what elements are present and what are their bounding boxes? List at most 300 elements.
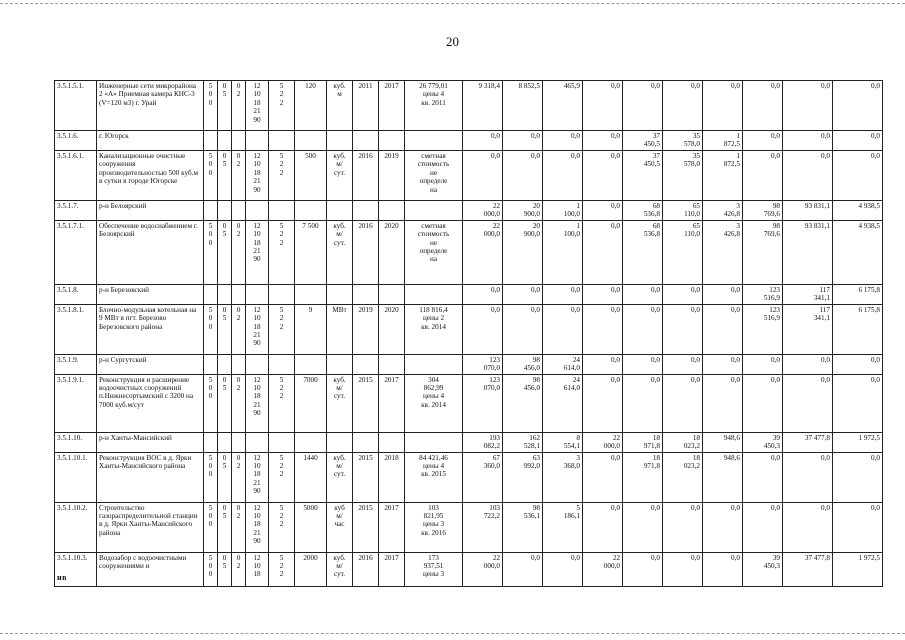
row-code: 3.5.1.6.: [55, 131, 97, 151]
row-digit-3: 0 2: [232, 452, 246, 502]
row-name: Водозабор с водоочистными сооружениями и: [97, 552, 204, 586]
row-value-10: 4 938,5: [833, 220, 883, 284]
row-name: р-н Сургутский: [97, 354, 204, 374]
row-value-7: 1 872,5: [703, 131, 743, 151]
row-digit-5: 5 2 2: [269, 150, 295, 200]
row-value-5: 68 536,8: [623, 220, 663, 284]
row-value-1: 193 082,2: [463, 432, 503, 452]
row-unit: [327, 131, 353, 151]
row-digit-4: [246, 354, 269, 374]
row-value-3: 8 554,1: [543, 432, 583, 452]
row-digit-4: 12 10 18 21 90: [246, 502, 269, 552]
row-value-1: 123 070,0: [463, 354, 503, 374]
row-value-8: 0,0: [743, 81, 783, 131]
row-value-4: 0,0: [583, 502, 623, 552]
row-value-4: 0,0: [583, 354, 623, 374]
row-value-7: 0,0: [703, 502, 743, 552]
row-year-end: [379, 200, 405, 220]
row-name: Реконструкция ВОС в д. Ярки Ханты-Мансийского района: [97, 452, 204, 502]
row-value-10: 1 972,5: [833, 552, 883, 586]
row-name: Строительство газораспределительной станции в д. Ярки Ханты-Мансийского района: [97, 502, 204, 552]
row-value-2: 0,0: [503, 131, 543, 151]
row-value-8: 123 516,9: [743, 304, 783, 354]
row-digit-1: [204, 200, 218, 220]
row-year-start: 2015: [353, 374, 379, 432]
row-value-7: 0,0: [703, 81, 743, 131]
row-value-7: 948,6: [703, 452, 743, 502]
row-code: 3.5.1.8.1.: [55, 304, 97, 354]
row-digit-5: 5 2 2: [269, 374, 295, 432]
row-value-6: 0,0: [663, 552, 703, 586]
row-value-3: 1 100,0: [543, 200, 583, 220]
row-cost: 173 937,51 цены 3: [405, 552, 463, 586]
row-value-4: 0,0: [583, 131, 623, 151]
row-cost: [405, 354, 463, 374]
row-value-10: 0,0: [833, 374, 883, 432]
row-name: Блочно-модульная котельная на 9 МВт в пгт. Березово Березовского района: [97, 304, 204, 354]
row-value-3: 465,9: [543, 81, 583, 131]
row-digit-5: 5 2 2: [269, 452, 295, 502]
row-digit-3: [232, 200, 246, 220]
row-value-8: 0,0: [743, 502, 783, 552]
row-capacity: 5000: [295, 502, 327, 552]
row-value-5: 0,0: [623, 354, 663, 374]
footer-mark: нв: [57, 573, 67, 582]
row-value-6: 0,0: [663, 304, 703, 354]
row-digit-5: [269, 354, 295, 374]
row-cost: [405, 432, 463, 452]
row-value-7: 0,0: [703, 374, 743, 432]
row-cost: 304 862,99 цены 4 кв. 2014: [405, 374, 463, 432]
table-row: [55, 432, 883, 452]
row-value-10: 0,0: [833, 131, 883, 151]
row-value-1: 123 070,0: [463, 374, 503, 432]
row-code: 3.5.1.10.1.: [55, 452, 97, 502]
row-code: 3.5.1.10.3.: [55, 552, 97, 586]
row-digit-1: [204, 432, 218, 452]
row-value-2: 0,0: [503, 552, 543, 586]
row-digit-2: [218, 432, 232, 452]
row-digit-4: [246, 284, 269, 304]
row-value-10: 6 175,8: [833, 284, 883, 304]
row-value-4: 0,0: [583, 374, 623, 432]
row-value-2: 20 900,0: [503, 220, 543, 284]
row-unit: куб. м/ сут.: [327, 150, 353, 200]
row-unit: куб. м: [327, 81, 353, 131]
row-capacity: [295, 284, 327, 304]
row-value-3: 24 614,0: [543, 354, 583, 374]
row-year-start: 2016: [353, 220, 379, 284]
row-digit-2: 0 5: [218, 452, 232, 502]
row-value-1: 0,0: [463, 304, 503, 354]
row-year-end: 2017: [379, 374, 405, 432]
row-value-6: 0,0: [663, 354, 703, 374]
row-unit: куб. м/ сут.: [327, 220, 353, 284]
row-value-9: 0,0: [783, 452, 833, 502]
row-value-2: 20 900,0: [503, 200, 543, 220]
row-digit-3: 0 2: [232, 374, 246, 432]
row-digit-2: 0 5: [218, 81, 232, 131]
row-cost: 84 421,46 цены 4 кв. 2015: [405, 452, 463, 502]
row-digit-5: [269, 200, 295, 220]
row-unit: [327, 432, 353, 452]
row-value-7: 3 426,8: [703, 220, 743, 284]
row-name: р-н Ханты-Мансийский: [97, 432, 204, 452]
row-name: р-н Белоярский: [97, 200, 204, 220]
row-digit-4: 12 10 18 21 90: [246, 150, 269, 200]
row-value-3: 0,0: [543, 304, 583, 354]
row-capacity: 7000: [295, 374, 327, 432]
row-value-9: 117 341,1: [783, 284, 833, 304]
row-value-5: 37 450,5: [623, 150, 663, 200]
row-value-7: 948,6: [703, 432, 743, 452]
row-cost: 118 816,4 цены 2 кв. 2014: [405, 304, 463, 354]
table-row: [55, 131, 883, 151]
row-value-5: 0,0: [623, 304, 663, 354]
row-digit-1: [204, 131, 218, 151]
row-digit-3: [232, 354, 246, 374]
row-value-3: 3 368,0: [543, 452, 583, 502]
scan-edge-bottom: [0, 633, 905, 634]
row-value-9: 93 831,1: [783, 200, 833, 220]
row-value-8: 0,0: [743, 131, 783, 151]
row-year-end: [379, 432, 405, 452]
row-unit: МВт: [327, 304, 353, 354]
row-digit-2: 0 5: [218, 220, 232, 284]
row-value-1: 0,0: [463, 150, 503, 200]
row-value-9: 0,0: [783, 150, 833, 200]
row-unit: [327, 200, 353, 220]
row-value-9: 0,0: [783, 81, 833, 131]
row-capacity: [295, 354, 327, 374]
row-value-4: 22 000,0: [583, 552, 623, 586]
row-value-7: 0,0: [703, 552, 743, 586]
row-value-1: 22 000,0: [463, 200, 503, 220]
row-year-start: 2015: [353, 452, 379, 502]
row-value-4: 0,0: [583, 284, 623, 304]
row-capacity: 9: [295, 304, 327, 354]
row-value-5: 18 971,8: [623, 432, 663, 452]
row-digit-2: 0 5: [218, 552, 232, 586]
row-digit-4: 12 10 18 21 90: [246, 452, 269, 502]
row-digit-1: 5 0 0: [204, 452, 218, 502]
row-value-10: 4 938,5: [833, 200, 883, 220]
row-value-9: 0,0: [783, 354, 833, 374]
row-digit-5: [269, 131, 295, 151]
row-digit-3: 0 2: [232, 81, 246, 131]
row-digit-2: [218, 284, 232, 304]
row-value-8: 0,0: [743, 354, 783, 374]
row-digit-2: [218, 354, 232, 374]
row-value-5: 0,0: [623, 284, 663, 304]
row-digit-1: [204, 284, 218, 304]
row-year-start: 2016: [353, 552, 379, 586]
table-row: [55, 452, 883, 502]
row-value-2: 0,0: [503, 304, 543, 354]
row-digit-2: [218, 200, 232, 220]
row-value-6: 0,0: [663, 81, 703, 131]
row-year-start: 2016: [353, 150, 379, 200]
row-value-4: 0,0: [583, 81, 623, 131]
row-value-7: 3 426,8: [703, 200, 743, 220]
row-value-1: 0,0: [463, 131, 503, 151]
row-digit-1: [204, 354, 218, 374]
row-value-7: 0,0: [703, 284, 743, 304]
row-digit-2: 0 5: [218, 502, 232, 552]
row-value-5: 18 971,8: [623, 452, 663, 502]
row-value-3: 0,0: [543, 552, 583, 586]
row-value-9: 93 831,1: [783, 220, 833, 284]
row-digit-3: [232, 432, 246, 452]
table-row: [55, 200, 883, 220]
row-capacity: [295, 131, 327, 151]
investment-table: [54, 80, 883, 587]
row-value-6: 65 110,0: [663, 220, 703, 284]
row-value-2: 0,0: [503, 284, 543, 304]
row-value-10: 0,0: [833, 81, 883, 131]
row-digit-2: [218, 131, 232, 151]
page-number: 20: [446, 34, 459, 49]
row-digit-4: 12 10 18 21 90: [246, 220, 269, 284]
row-value-5: 68 536,8: [623, 200, 663, 220]
row-capacity: 7 500: [295, 220, 327, 284]
row-value-5: 37 450,5: [623, 131, 663, 151]
row-year-end: [379, 131, 405, 151]
row-value-5: 0,0: [623, 502, 663, 552]
row-value-10: 0,0: [833, 502, 883, 552]
row-code: 3.5.1.8.: [55, 284, 97, 304]
row-value-3: 0,0: [543, 284, 583, 304]
row-year-start: [353, 354, 379, 374]
row-digit-5: 5 2 2: [269, 220, 295, 284]
row-value-8: 0,0: [743, 150, 783, 200]
row-value-2: 98 456,0: [503, 374, 543, 432]
row-digit-3: 0 2: [232, 304, 246, 354]
row-name: Инженерные сети микрорайона 2 «А» Приемная камера КНС-3 (V=120 м3) г. Урай: [97, 81, 204, 131]
row-cost: 103 821,95 цены 3 кв. 2016: [405, 502, 463, 552]
row-value-5: 0,0: [623, 374, 663, 432]
row-cost: сметная стоимость не определе на: [405, 150, 463, 200]
row-code: 3.5.1.7.1.: [55, 220, 97, 284]
row-year-end: [379, 354, 405, 374]
row-digit-1: 5 0 0: [204, 150, 218, 200]
row-value-8: 98 769,6: [743, 220, 783, 284]
scan-edge-top: [0, 3, 905, 4]
row-digit-2: 0 5: [218, 304, 232, 354]
row-value-8: 98 769,6: [743, 200, 783, 220]
row-name: р-н Березовский: [97, 284, 204, 304]
row-value-9: 0,0: [783, 131, 833, 151]
table-row: [55, 374, 883, 432]
row-value-2: 8 852,5: [503, 81, 543, 131]
row-value-2: 98 536,1: [503, 502, 543, 552]
row-code: 3.5.1.5.1.: [55, 81, 97, 131]
row-value-10: 0,0: [833, 354, 883, 374]
row-digit-4: [246, 432, 269, 452]
row-digit-2: 0 5: [218, 150, 232, 200]
row-value-6: 35 578,0: [663, 131, 703, 151]
row-value-5: 0,0: [623, 81, 663, 131]
row-digit-5: [269, 432, 295, 452]
row-value-3: 1 100,0: [543, 220, 583, 284]
table-row: [55, 81, 883, 131]
row-value-6: 65 110,0: [663, 200, 703, 220]
row-digit-3: [232, 131, 246, 151]
row-value-4: 0,0: [583, 150, 623, 200]
row-value-10: 6 175,8: [833, 304, 883, 354]
row-value-1: 67 360,0: [463, 452, 503, 502]
row-value-4: 0,0: [583, 304, 623, 354]
row-value-3: 0,0: [543, 150, 583, 200]
row-value-10: 1 972,5: [833, 432, 883, 452]
row-code: 3.5.1.9.: [55, 354, 97, 374]
row-value-8: 0,0: [743, 374, 783, 432]
row-digit-4: [246, 200, 269, 220]
row-value-7: 0,0: [703, 304, 743, 354]
row-digit-1: 5 0 0: [204, 81, 218, 131]
row-value-4: 0,0: [583, 200, 623, 220]
row-year-start: [353, 432, 379, 452]
row-capacity: 2000: [295, 552, 327, 586]
row-digit-5: 5 2 2: [269, 304, 295, 354]
table-row: [55, 220, 883, 284]
row-year-end: 2017: [379, 81, 405, 131]
row-cost: 26 779,01 цены 4 кв. 2011: [405, 81, 463, 131]
row-capacity: 120: [295, 81, 327, 131]
row-value-1: 22 000,0: [463, 552, 503, 586]
row-cost: [405, 284, 463, 304]
row-value-6: 18 023,2: [663, 432, 703, 452]
row-unit: куб. м/ сут.: [327, 552, 353, 586]
row-value-1: 0,0: [463, 284, 503, 304]
row-digit-3: 0 2: [232, 150, 246, 200]
row-value-8: 123 516,9: [743, 284, 783, 304]
row-digit-1: 5 0 0: [204, 502, 218, 552]
row-cost: сметная стоимость не определе на: [405, 220, 463, 284]
table-row: [55, 150, 883, 200]
row-code: 3.5.1.10.2.: [55, 502, 97, 552]
row-value-1: 22 000,0: [463, 220, 503, 284]
table-row: [55, 354, 883, 374]
table-row: [55, 284, 883, 304]
row-value-8: 39 450,3: [743, 552, 783, 586]
row-digit-4: 12 10 18 21 90: [246, 81, 269, 131]
row-value-9: 0,0: [783, 502, 833, 552]
row-digit-4: 12 10 18 21 90: [246, 374, 269, 432]
row-value-3: 5 186,1: [543, 502, 583, 552]
row-digit-1: 5 0 0: [204, 220, 218, 284]
row-digit-1: 5 0 0: [204, 304, 218, 354]
row-value-1: 103 722,2: [463, 502, 503, 552]
row-capacity: [295, 432, 327, 452]
row-value-7: 0,0: [703, 354, 743, 374]
row-value-6: 35 578,0: [663, 150, 703, 200]
row-value-2: 63 992,0: [503, 452, 543, 502]
row-value-9: 117 341,1: [783, 304, 833, 354]
row-value-2: 0,0: [503, 150, 543, 200]
row-digit-3: 0 2: [232, 502, 246, 552]
table-body: [55, 81, 883, 587]
row-value-5: 0,0: [623, 552, 663, 586]
row-capacity: 1440: [295, 452, 327, 502]
row-year-end: 2020: [379, 220, 405, 284]
row-unit: [327, 284, 353, 304]
row-value-2: 162 528,1: [503, 432, 543, 452]
row-unit: куб м/ час: [327, 502, 353, 552]
row-value-3: 0,0: [543, 131, 583, 151]
row-capacity: 500: [295, 150, 327, 200]
row-name: г. Югорск: [97, 131, 204, 151]
row-value-1: 9 318,4: [463, 81, 503, 131]
row-digit-5: 5 2 2: [269, 81, 295, 131]
row-code: 3.5.1.9.1.: [55, 374, 97, 432]
row-code: 3.5.1.10.: [55, 432, 97, 452]
row-value-4: 0,0: [583, 452, 623, 502]
row-value-6: 18 023,2: [663, 452, 703, 502]
row-unit: куб. м/ сут.: [327, 374, 353, 432]
row-digit-5: [269, 284, 295, 304]
row-year-start: [353, 131, 379, 151]
row-name: Канализационные очистные сооружения производительностью 500 куб.м в сутки в городе Югорске: [97, 150, 204, 200]
row-year-start: [353, 200, 379, 220]
row-value-7: 1 872,5: [703, 150, 743, 200]
row-value-8: 0,0: [743, 452, 783, 502]
row-digit-1: 5 0 0: [204, 374, 218, 432]
row-name: Реконструкция и расширение водоочистных сооружений п.Нижнесортымский с 3200 на 7000 куб.м/сут: [97, 374, 204, 432]
row-year-start: 2019: [353, 304, 379, 354]
table-row: [55, 552, 883, 586]
row-year-start: [353, 284, 379, 304]
row-value-10: 0,0: [833, 150, 883, 200]
row-year-end: 2017: [379, 502, 405, 552]
row-digit-5: 5 2 2: [269, 502, 295, 552]
row-digit-3: 0 2: [232, 552, 246, 586]
row-value-9: 37 477,8: [783, 552, 833, 586]
row-year-end: 2018: [379, 452, 405, 502]
row-year-start: 2011: [353, 81, 379, 131]
row-digit-5: 5 2 2: [269, 552, 295, 586]
table-row: [55, 502, 883, 552]
row-digit-1: 5 0 0: [204, 552, 218, 586]
row-digit-4: 12 10 18: [246, 552, 269, 586]
row-year-end: [379, 284, 405, 304]
row-value-6: 0,0: [663, 502, 703, 552]
row-cost: [405, 200, 463, 220]
row-capacity: [295, 200, 327, 220]
row-digit-4: [246, 131, 269, 151]
row-value-4: 0,0: [583, 220, 623, 284]
row-code: 3.5.1.7.: [55, 200, 97, 220]
row-value-4: 22 000,0: [583, 432, 623, 452]
row-year-end: 2019: [379, 150, 405, 200]
row-year-start: 2015: [353, 502, 379, 552]
row-value-9: 0,0: [783, 374, 833, 432]
row-value-3: 24 614,0: [543, 374, 583, 432]
row-value-10: 0,0: [833, 452, 883, 502]
row-digit-2: 0 5: [218, 374, 232, 432]
row-value-9: 37 477,8: [783, 432, 833, 452]
row-unit: [327, 354, 353, 374]
row-name: Обеспечение водоснабжением г. Белоярский: [97, 220, 204, 284]
row-year-end: 2020: [379, 304, 405, 354]
row-year-end: 2017: [379, 552, 405, 586]
row-digit-4: 12 10 18 21 90: [246, 304, 269, 354]
row-value-8: 39 450,3: [743, 432, 783, 452]
row-digit-3: 0 2: [232, 220, 246, 284]
row-value-6: 0,0: [663, 374, 703, 432]
row-code: 3.5.1.6.1.: [55, 150, 97, 200]
row-value-2: 98 456,0: [503, 354, 543, 374]
